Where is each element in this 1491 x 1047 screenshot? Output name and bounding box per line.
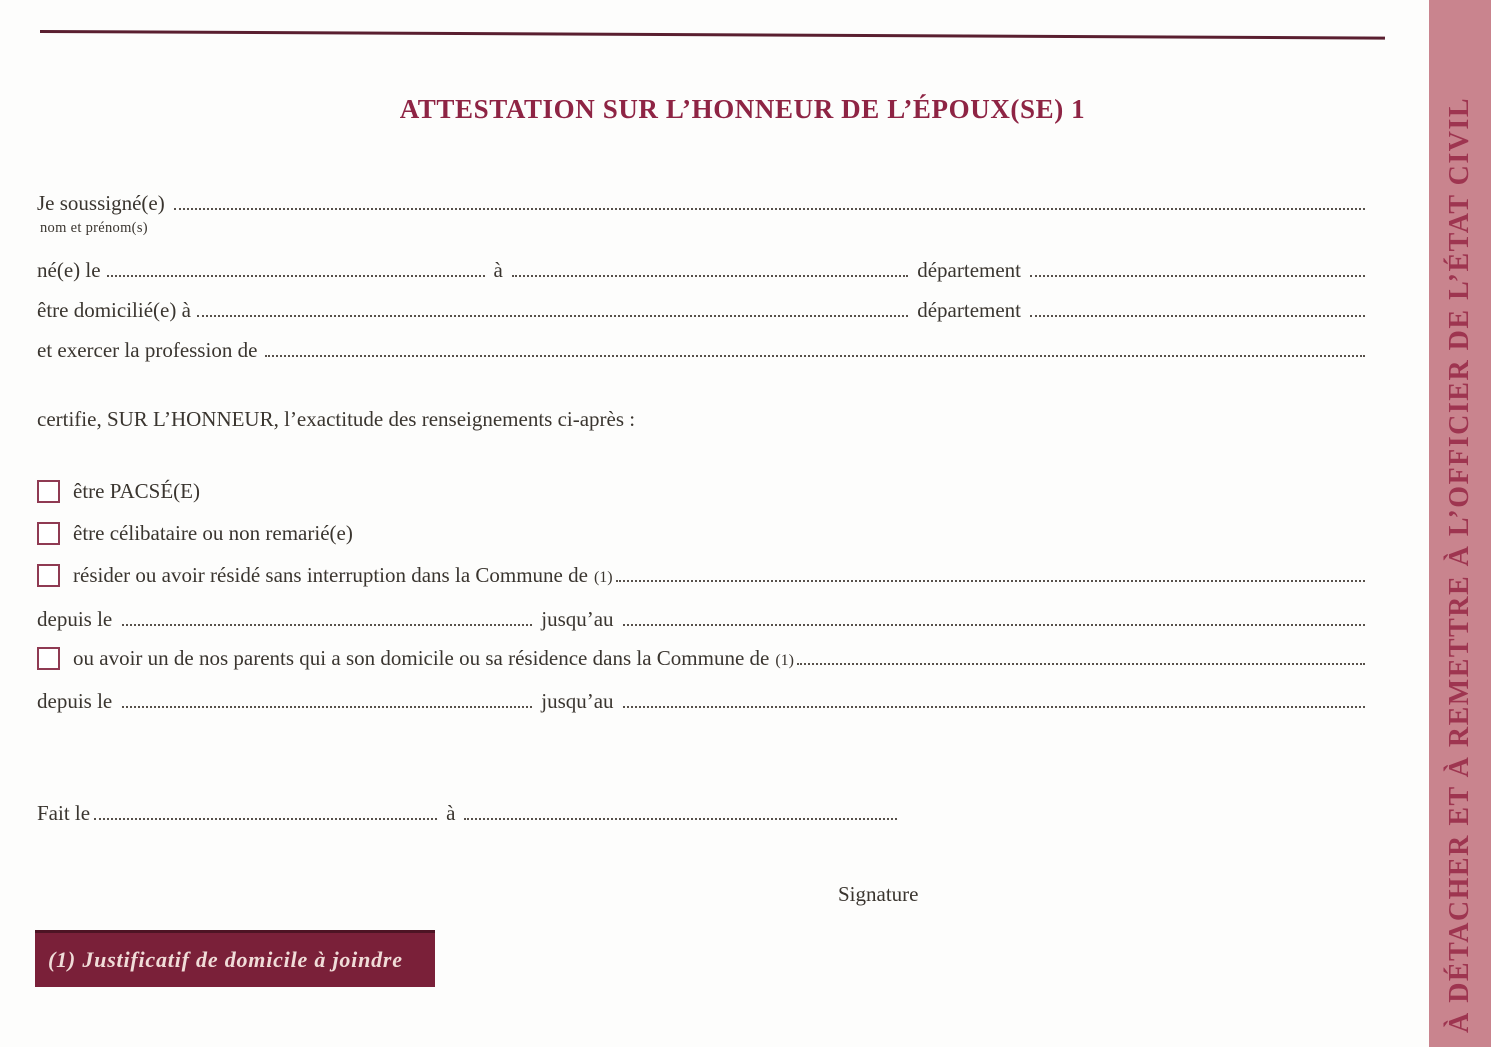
profession-row [37, 337, 1365, 363]
declaration-row-celibataire [37, 520, 1365, 546]
parent-residence-footnote-ref: (1) [775, 652, 794, 669]
birth-date-field[interactable] [107, 269, 485, 277]
footnote-box [35, 930, 435, 987]
footnote-text: (1) Justificatif de domicile à joindre [48, 947, 403, 972]
signing-place-field[interactable] [464, 812, 897, 820]
fait-a-label: à [446, 801, 456, 825]
declaration-row-residence [37, 562, 1365, 591]
certify-statement: certifie, SUR L’HONNEUR, l’exactitude des renseignements ci-après : [37, 407, 636, 431]
celibataire-label: être célibataire ou non remarié(e) [73, 521, 353, 545]
residence-checkbox[interactable] [37, 564, 60, 587]
address-dept-field[interactable] [1030, 309, 1365, 317]
signing-row [37, 800, 907, 826]
parent-period-row [37, 688, 1365, 714]
detach-band-text: À DÉTACHER ET À REMETTRE À L’OFFICIER DE L’ÉTAT CIVIL [1444, 97, 1475, 1034]
parent-residence-checkbox[interactable] [37, 647, 60, 670]
declarant-name-field[interactable] [174, 202, 1365, 210]
pacse-checkbox[interactable] [37, 480, 60, 503]
residence-from-label: depuis le [37, 607, 113, 631]
parent-from-field[interactable] [122, 700, 532, 708]
signing-date-field[interactable] [94, 812, 437, 820]
birth-dept-field[interactable] [1030, 269, 1365, 277]
declarant-name-row [37, 190, 1365, 216]
address-dept-label: département [917, 298, 1021, 322]
birth-place-label: à [493, 258, 503, 282]
address-row [37, 297, 1365, 323]
declaration-row-pacse [37, 478, 1365, 504]
parent-to-field[interactable] [623, 700, 1365, 708]
celibataire-checkbox[interactable] [37, 522, 60, 545]
parent-commune-field[interactable] [797, 657, 1365, 665]
signature-label: Signature [838, 882, 919, 906]
soussigne-label: Je soussigné(e) [37, 191, 165, 215]
profession-field[interactable] [265, 349, 1365, 357]
residence-to-field[interactable] [623, 618, 1365, 626]
fait-le-label: Fait le [37, 801, 91, 825]
profession-label: et exercer la profession de [37, 338, 258, 362]
residence-commune-field[interactable] [616, 574, 1365, 582]
page-title: ATTESTATION SUR L’HONNEUR DE L’ÉPOUX(SE) 1 [399, 94, 1086, 124]
soussigne-hint: nom et prénom(s) [40, 220, 148, 236]
residence-label: résider ou avoir résidé sans interruption dans la Commune de [73, 563, 588, 587]
residence-from-field[interactable] [122, 618, 532, 626]
declaration-row-parent-residence [37, 645, 1365, 674]
residence-period-row [37, 606, 1365, 632]
parent-residence-label: ou avoir un de nos parents qui a son domicile ou sa résidence dans la Commune de [73, 646, 770, 670]
pacse-label: être PACSÉ(E) [73, 479, 200, 503]
birth-row [37, 257, 1365, 283]
address-field[interactable] [197, 309, 908, 317]
residence-to-label: jusqu’au [541, 607, 614, 631]
residence-footnote-ref: (1) [593, 569, 613, 586]
parent-from-label: depuis le [37, 689, 113, 713]
address-label: être domicilié(e) à [37, 298, 191, 322]
detach-band [1429, 0, 1491, 1047]
top-rule [40, 30, 1385, 40]
birth-place-field[interactable] [512, 269, 908, 277]
birth-date-label: né(e) le [37, 258, 101, 282]
birth-dept-label: département [917, 258, 1021, 282]
parent-to-label: jusqu’au [541, 689, 614, 713]
